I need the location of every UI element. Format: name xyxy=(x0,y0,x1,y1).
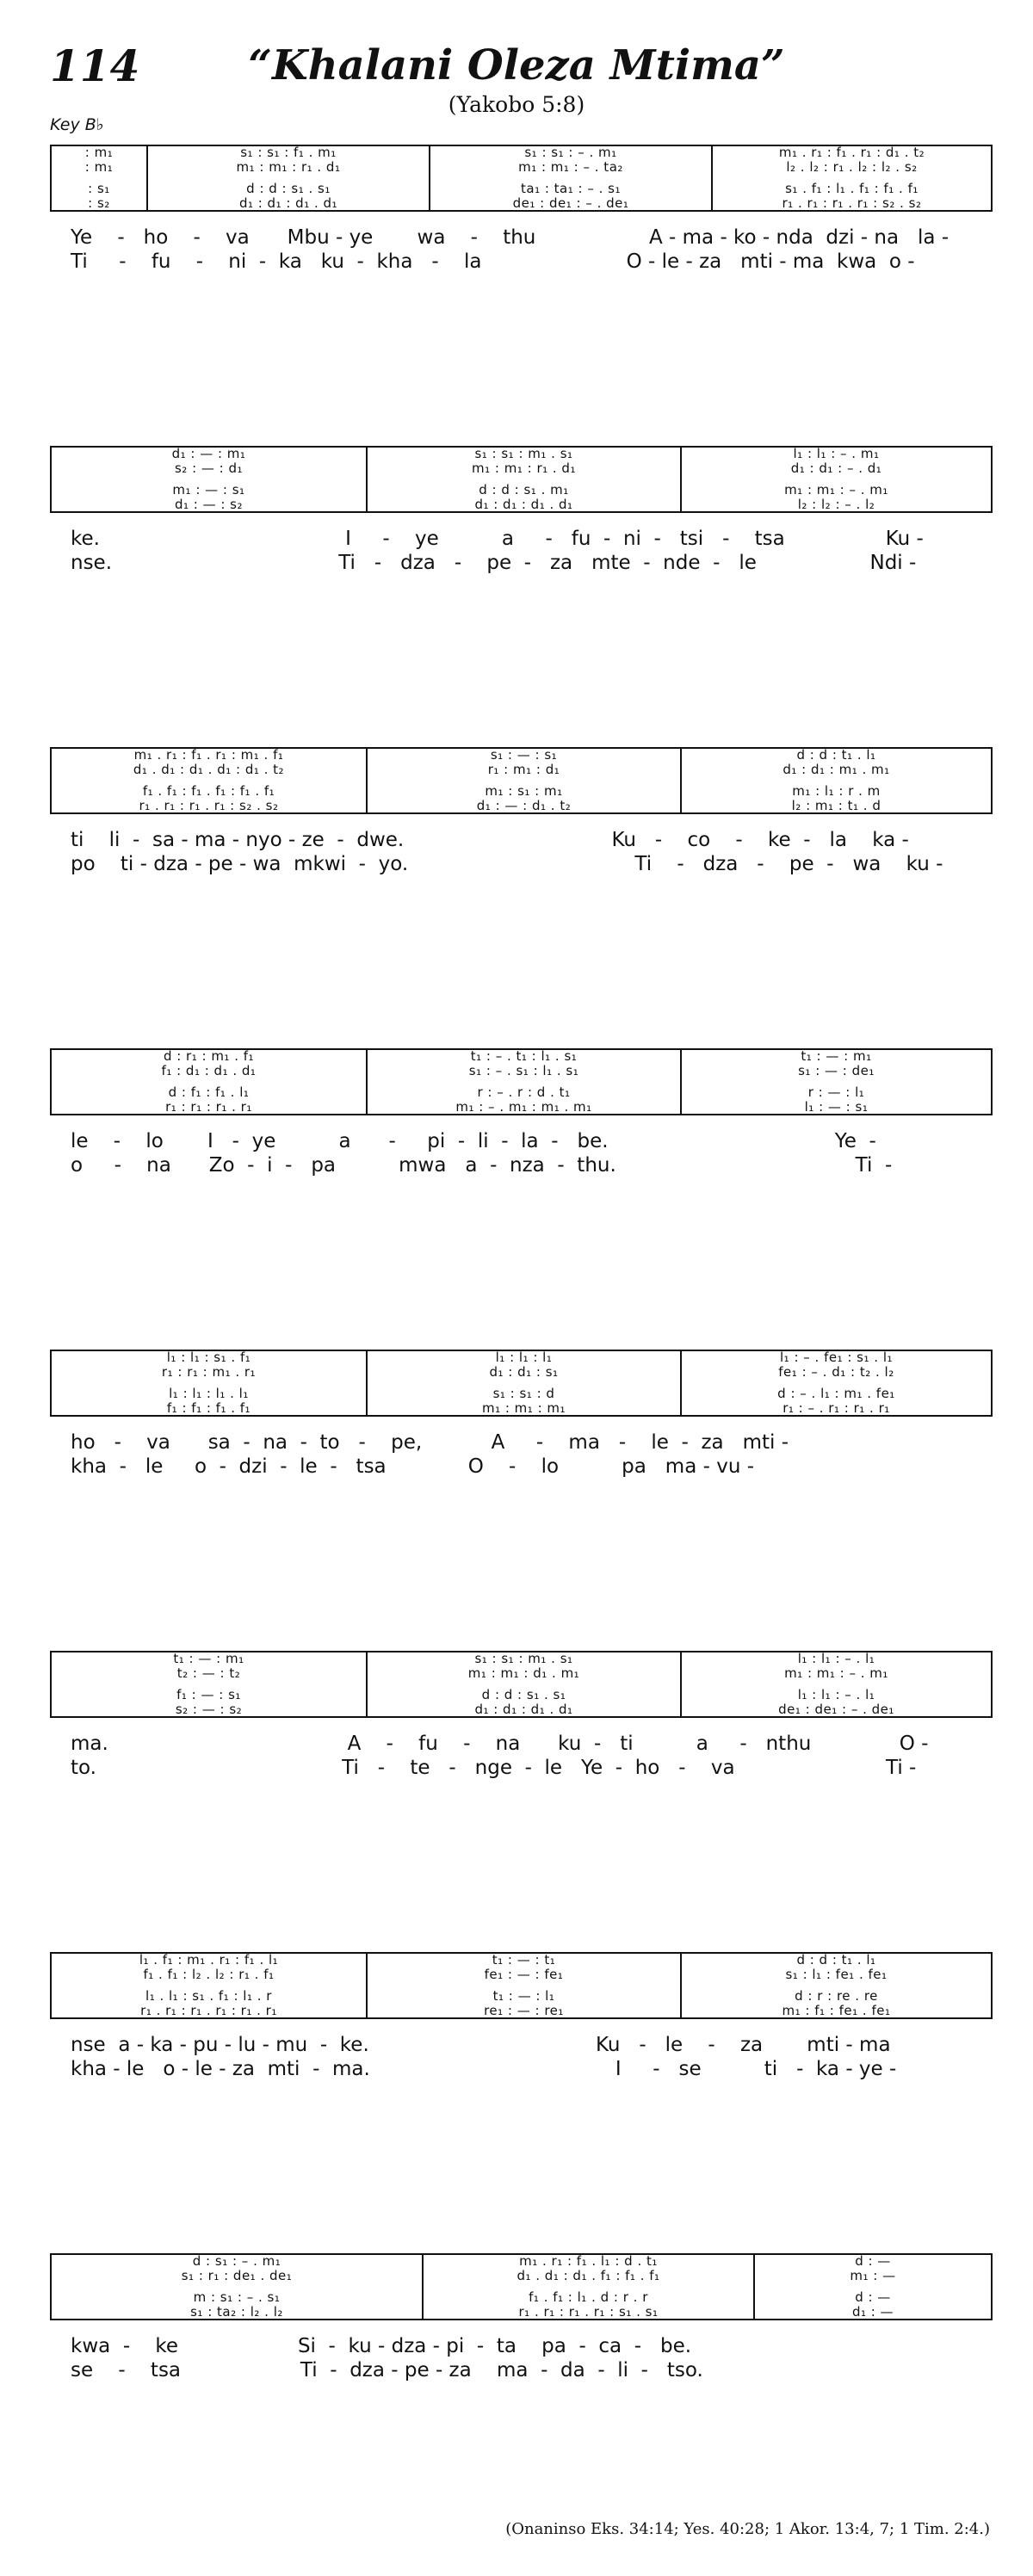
measure xyxy=(52,2255,422,2319)
bass-line: : s₂ xyxy=(88,195,110,211)
soprano-line: t₁ : — : m₁ xyxy=(173,1651,244,1666)
alto-line: s₂ : — : d₁ xyxy=(174,460,244,476)
lyrics-verse-2: nse. Ti - dza - pe - za mte - nde - le Ndi - xyxy=(71,552,917,574)
music-system-8 xyxy=(50,2253,993,2382)
soprano-line: s₁ : — : s₁ xyxy=(490,747,558,763)
measure xyxy=(366,448,680,511)
lyrics-verse-1: ho - va sa - na - to - pe, A - ma - le - za mti - xyxy=(71,1431,789,1454)
alto-line: m₁ : m₁ : d₁ . m₁ xyxy=(467,1665,580,1681)
staff-box xyxy=(50,2253,993,2320)
tenor-line: d : r : re . re xyxy=(795,1988,878,2004)
alto-line: t₂ : — : t₂ xyxy=(176,1665,241,1681)
tenor-line: d : d : s₁ . s₁ xyxy=(246,181,331,196)
bass-line: r₁ . r₁ : r₁ . r₁ : s₂ . s₂ xyxy=(782,195,922,211)
alto-line: fe₁ : – . d₁ : t₂ . l₂ xyxy=(778,1364,894,1380)
measure xyxy=(680,1954,991,2017)
bass-line: r₁ . r₁ : r₁ . r₁ : s₂ . s₂ xyxy=(139,798,279,813)
tenor-line: t₁ : — : l₁ xyxy=(492,1988,555,2004)
lyrics-verse-2: Ti - fu - ni - ka ku - kha - la O - le - za mti - ma kwa o - xyxy=(71,250,915,273)
bass-line: de₁ : de₁ : – . de₁ xyxy=(512,195,629,211)
tenor-line: l₁ : l₁ : l₁ . l₁ xyxy=(169,1386,249,1401)
lyrics-verse-1: nse a - ka - pu - lu - mu - ke. Ku - le - za mti - ma xyxy=(71,2034,891,2056)
staff-box xyxy=(50,1350,993,1417)
soprano-line: t₁ : – . t₁ : l₁ . s₁ xyxy=(470,1048,578,1064)
alto-line: f₁ : d₁ : d₁ . d₁ xyxy=(161,1063,257,1078)
bass-line: d₁ : — xyxy=(851,2304,894,2320)
soprano-line: d₁ : — : m₁ xyxy=(171,446,246,461)
bass-line: m₁ : – . m₁ : m₁ . m₁ xyxy=(455,1099,592,1115)
alto-line: fe₁ : — : fe₁ xyxy=(484,1967,564,1982)
staff-box xyxy=(50,747,993,814)
tenor-line: f₁ . f₁ : f₁ . f₁ : f₁ . f₁ xyxy=(142,783,275,799)
bass-line: r₁ . r₁ : r₁ . r₁ : r₁ . r₁ xyxy=(140,2003,277,2018)
alto-line: m₁ : m₁ : r₁ . d₁ xyxy=(236,159,341,175)
bass-line: l₂ : l₂ : – . l₂ xyxy=(797,497,875,512)
soprano-line: d : r₁ : m₁ . f₁ xyxy=(163,1048,255,1064)
tenor-line: s₁ : s₁ : d xyxy=(492,1386,555,1401)
staff-box xyxy=(50,1651,993,1718)
measure xyxy=(429,146,711,210)
measure xyxy=(146,146,429,210)
bass-line: s₂ : — : s₂ xyxy=(175,1702,243,1717)
soprano-line: s₁ : s₁ : m₁ . s₁ xyxy=(474,446,573,461)
soprano-line: d : s₁ : – . m₁ xyxy=(192,2253,281,2269)
lyrics-block xyxy=(50,1129,993,1177)
lyrics-verse-2: o - na Zo - i - pa mwa a - nza - thu. Ti - xyxy=(71,1154,893,1177)
soprano-line: d : d : t₁ . l₁ xyxy=(796,1952,876,1968)
soprano-line: m₁ . r₁ : f₁ . r₁ : d₁ . t₂ xyxy=(778,145,925,160)
lyrics-block xyxy=(50,828,993,876)
tenor-line: f₁ : — : s₁ xyxy=(176,1687,241,1702)
alto-line: s₁ : r₁ : de₁ . de₁ xyxy=(181,2268,293,2283)
lyrics-block xyxy=(50,2033,993,2081)
alto-line: f₁ . f₁ : l₂ . l₂ : r₁ . f₁ xyxy=(143,1967,275,1982)
staff-box xyxy=(50,145,993,212)
alto-line: m₁ : m₁ : r₁ . d₁ xyxy=(472,460,576,476)
lyrics-verse-2: se - tsa Ti - dza - pe - za ma - da - li - tso. xyxy=(71,2359,703,2381)
music-system-2 xyxy=(50,446,993,575)
measure xyxy=(52,749,366,812)
lyrics-block xyxy=(50,1430,993,1479)
bass-line: m₁ : m₁ : m₁ xyxy=(481,1400,566,1416)
tenor-line: d : d : s₁ . m₁ xyxy=(479,482,569,497)
soprano-line: m₁ . r₁ : f₁ . r₁ : m₁ . f₁ xyxy=(133,747,284,763)
music-system-6 xyxy=(50,1651,993,1780)
measure-pickup xyxy=(52,146,146,210)
staff-box xyxy=(50,1952,993,2019)
measure xyxy=(680,749,991,812)
measure xyxy=(680,1050,991,1114)
bass-line: de₁ : de₁ : – . de₁ xyxy=(778,1702,894,1717)
lyrics-verse-1: kwa - ke Si - ku - dza - pi - ta pa - ca - be. xyxy=(71,2335,692,2357)
measure xyxy=(680,1351,991,1415)
alto-line: m₁ : m₁ : – . ta₂ xyxy=(518,159,623,175)
lyrics-verse-2: to. Ti - te - nge - le Ye - ho - va Ti - xyxy=(71,1757,917,1779)
measure xyxy=(422,2255,753,2319)
tenor-line: m : s₁ : – . s₁ xyxy=(193,2289,281,2305)
bass-line: d₁ : d₁ : d₁ . d₁ xyxy=(474,1702,573,1717)
lyrics-verse-1: le - lo I - ye a - pi - li - la - be. Ye - xyxy=(71,1130,876,1152)
alto-line: s₁ : l₁ : fe₁ . fe₁ xyxy=(785,1967,888,1982)
measure xyxy=(52,1652,366,1716)
bass-line: d₁ : — : s₂ xyxy=(174,497,244,512)
measure xyxy=(680,448,991,511)
measure xyxy=(366,1954,680,2017)
soprano-line: d : — xyxy=(855,2253,891,2269)
staff-box xyxy=(50,1048,993,1115)
music-system-1 xyxy=(50,145,993,274)
soprano-line: l₁ : l₁ : s₁ . f₁ xyxy=(166,1350,251,1365)
soprano-line: l₁ : l₁ : – . m₁ xyxy=(793,446,880,461)
music-system-3 xyxy=(50,747,993,876)
tenor-line: d : f₁ : f₁ . l₁ xyxy=(168,1084,250,1100)
alto-line: r₁ : m₁ : d₁ xyxy=(487,762,560,777)
music-system-4 xyxy=(50,1048,993,1177)
alto-line: : m₁ xyxy=(84,159,114,175)
song-number: 114 xyxy=(50,40,140,91)
soprano-line: s₁ : s₁ : m₁ . s₁ xyxy=(474,1651,573,1666)
alto-line: d₁ : d₁ : – . d₁ xyxy=(790,460,882,476)
soprano-line: l₁ : – . fe₁ : s₁ . l₁ xyxy=(780,1350,893,1365)
song-title: “Khalani Oleza Mtima” xyxy=(248,41,785,90)
lyrics-verse-2: kha - le o - le - za mti - ma. I - se ti - ka - ye - xyxy=(71,2058,897,2080)
tenor-line: m₁ : l₁ : r . m xyxy=(792,783,881,799)
tenor-line: d : – . l₁ : m₁ . fe₁ xyxy=(777,1386,895,1401)
tenor-line: f₁ . f₁ : l₁ . d : r . r xyxy=(529,2289,648,2305)
tenor-line: m₁ : m₁ : – . m₁ xyxy=(784,482,888,497)
alto-line: m₁ : m₁ : – . m₁ xyxy=(784,1665,888,1681)
lyrics-verse-1: Ye - ho - va Mbu - ye wa - thu A - ma - ko - nda dzi - na la - xyxy=(71,226,949,249)
measure xyxy=(366,1050,680,1114)
soprano-line: t₁ : — : m₁ xyxy=(801,1048,872,1064)
tenor-line: m₁ : s₁ : m₁ xyxy=(485,783,563,799)
lyrics-verse-2: kha - le o - dzi - le - tsa O - lo pa ma - vu - xyxy=(71,1455,755,1478)
lyrics-verse-2: po ti - dza - pe - wa mkwi - yo. Ti - dza - pe - wa ku - xyxy=(71,853,943,875)
tenor-line: ta₁ : ta₁ : – . s₁ xyxy=(521,181,621,196)
measure xyxy=(52,448,366,511)
soprano-line: : m₁ xyxy=(84,145,114,160)
scripture-footnote: (Onaninso Eks. 34:14; Yes. 40:28; 1 Akor. 13:4, 7; 1 Tim. 2:4.) xyxy=(505,2520,990,2538)
tenor-line: d : — xyxy=(855,2289,891,2305)
music-system-7 xyxy=(50,1952,993,2081)
staff-box xyxy=(50,446,993,513)
alto-line: l₂ . l₂ : r₁ . l₂ : l₂ . s₂ xyxy=(786,159,918,175)
measure xyxy=(711,146,991,210)
alto-line: d₁ : d₁ : s₁ xyxy=(489,1364,559,1380)
lyrics-verse-1: ti li - sa - ma - nyo - ze - dwe. Ku - co - ke - la ka - xyxy=(71,829,909,851)
lyrics-verse-1: ma. A - fu - na ku - ti a - nthu O - xyxy=(71,1733,929,1755)
lyrics-block xyxy=(50,2334,993,2382)
soprano-line: l₁ . f₁ : m₁ . r₁ : f₁ . l₁ xyxy=(139,1952,279,1968)
soprano-line: t₁ : — : t₁ xyxy=(492,1952,556,1968)
alto-line: d₁ . d₁ : d₁ . f₁ : f₁ . f₁ xyxy=(516,2268,660,2283)
soprano-line: l₁ : l₁ : l₁ xyxy=(495,1350,553,1365)
soprano-line: s₁ : s₁ : f₁ . m₁ xyxy=(240,145,337,160)
alto-line: m₁ : — xyxy=(850,2268,896,2283)
bass-line: re₁ : — : re₁ xyxy=(484,2003,564,2018)
measure xyxy=(366,1351,680,1415)
measure xyxy=(52,1954,366,2017)
bass-line: d₁ : d₁ : d₁ . d₁ xyxy=(238,195,338,211)
bass-line: l₂ : m₁ : t₁ . d xyxy=(791,798,881,813)
lyrics-verse-1: ke. I - ye a - fu - ni - tsi - tsa Ku - xyxy=(71,528,924,550)
bass-line: r₁ . r₁ : r₁ . r₁ : s₁ . s₁ xyxy=(518,2304,659,2320)
bass-line: d₁ : — : d₁ . t₂ xyxy=(476,798,572,813)
alto-line: s₁ : — : de₁ xyxy=(798,1063,875,1078)
tenor-line: s₁ . f₁ : l₁ . f₁ : f₁ . f₁ xyxy=(785,181,919,196)
alto-line: d₁ : d₁ : m₁ . m₁ xyxy=(782,762,890,777)
bass-line: s₁ : ta₂ : l₂ . l₂ xyxy=(190,2304,283,2320)
bass-line: l₁ : — : s₁ xyxy=(804,1099,869,1115)
tenor-line: : s₁ xyxy=(88,181,110,196)
measure xyxy=(366,1652,680,1716)
bass-line: f₁ : f₁ : f₁ . f₁ xyxy=(166,1400,251,1416)
tenor-line: l₁ : l₁ : – . l₁ xyxy=(797,1687,875,1702)
measure xyxy=(52,1050,366,1114)
soprano-line: d : d : t₁ . l₁ xyxy=(796,747,876,763)
tenor-line: r : – . r : d . t₁ xyxy=(477,1084,571,1100)
tenor-line: m₁ : — : s₁ xyxy=(172,482,245,497)
soprano-line: s₁ : s₁ : – . m₁ xyxy=(524,145,617,160)
music-system-5 xyxy=(50,1350,993,1479)
measure-final xyxy=(753,2255,991,2319)
measure xyxy=(366,749,680,812)
bass-line: m₁ : f₁ : fe₁ . fe₁ xyxy=(782,2003,891,2018)
bass-line: d₁ : d₁ : d₁ . d₁ xyxy=(474,497,573,512)
alto-line: r₁ : r₁ : m₁ . r₁ xyxy=(161,1364,257,1380)
bass-line: r₁ : r₁ : r₁ . r₁ xyxy=(165,1099,252,1115)
alto-line: d₁ . d₁ : d₁ . d₁ : d₁ . t₂ xyxy=(133,762,285,777)
scripture-reference: (Yakobo 5:8) xyxy=(448,92,585,117)
tenor-line: l₁ . l₁ : s₁ . f₁ : l₁ . r xyxy=(145,1988,272,2004)
measure xyxy=(680,1652,991,1716)
soprano-line: l₁ : l₁ : – . l₁ xyxy=(797,1651,875,1666)
lyrics-block xyxy=(50,225,993,274)
tenor-line: d : d : s₁ . s₁ xyxy=(481,1687,566,1702)
tenor-line: r : — : l₁ xyxy=(807,1084,865,1100)
lyrics-block xyxy=(50,527,993,575)
key-signature: Key B♭ xyxy=(50,115,104,134)
soprano-line: m₁ . r₁ : f₁ . l₁ : d . t₁ xyxy=(519,2253,658,2269)
bass-line: r₁ : – . r₁ : r₁ . r₁ xyxy=(782,1400,890,1416)
lyrics-block xyxy=(50,1732,993,1780)
measure xyxy=(52,1351,366,1415)
alto-line: s₁ : – . s₁ : l₁ . s₁ xyxy=(468,1063,579,1078)
